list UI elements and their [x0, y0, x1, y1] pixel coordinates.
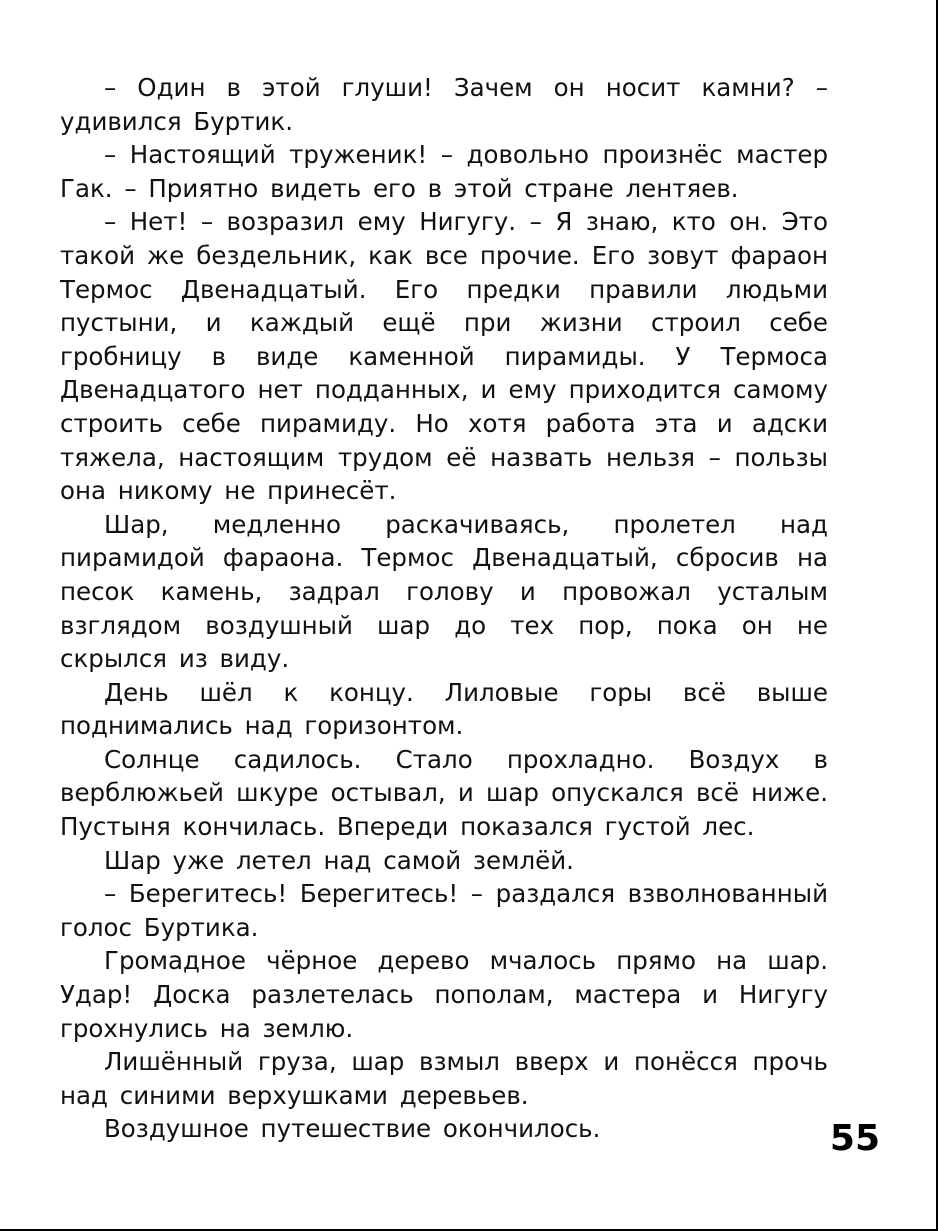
- paragraph-8: – Берегитесь! Берегитесь! – раздался взволнованный голос Буртика.: [60, 879, 828, 942]
- paragraph-3: – Нет! – возразил ему Нигугу. – Я знаю, кто он. Это такой же бездельник, как все прочие. Его зовут фараон Термос Двенадцатый. Его предки правили людьми пустыни, и каждый ещё при жизни строил себе гробницу в виде каменной пирамиды. У Термоса Двенадцатого нет подданных, и ему приходится самому строить себе пирамиду. Но хотя работа эта и адски тяжела, настоящим трудом её назвать нельзя – пользы она никому не принесёт.: [60, 207, 828, 506]
- paragraph-6: Солнце садилось. Стало прохладно. Воздух в верблюжьей шкуре остывал, и шар опускался всё ниже. Пустыня кончилась. Впереди показался густой лес.: [60, 744, 828, 842]
- paragraph-9: Громадное чёрное дерево мчалось прямо на шар. Удар! Доска разлетелась пополам, мастера и Нигугу грохнулись на землю.: [60, 946, 828, 1043]
- paragraph-11: Воздушное путешествие окончилось.: [104, 1114, 601, 1144]
- paragraph-5: День шёл к концу. Лиловые горы всё выше поднимались над горизонтом.: [60, 677, 828, 741]
- paragraph-2: – Настоящий труженик! – довольно произнёс мастер Гак. – Приятно видеть его в этой стране лентяев.: [60, 140, 828, 203]
- paragraph-4: Шар, медленно раскачиваясь, пролетел над пирамидой фараона. Термос Двенадцатый, сбросив на песок камень, задрал голову и провожал усталым взглядом воздушный шар до тех пор, пока он не скрылся из виду.: [60, 509, 828, 674]
- paragraph-1: – Один в этой глуши! Зачем он носит камни? – удивился Буртик.: [60, 73, 828, 136]
- paragraph-7: Шар уже летел над самой землёй.: [104, 845, 574, 875]
- page-text: [60, 71, 828, 1146]
- page-number: 55: [829, 1118, 880, 1159]
- paragraph-10: Лишённый груза, шар взмыл вверх и понёсся прочь над синими верхушками деревьев.: [60, 1047, 828, 1110]
